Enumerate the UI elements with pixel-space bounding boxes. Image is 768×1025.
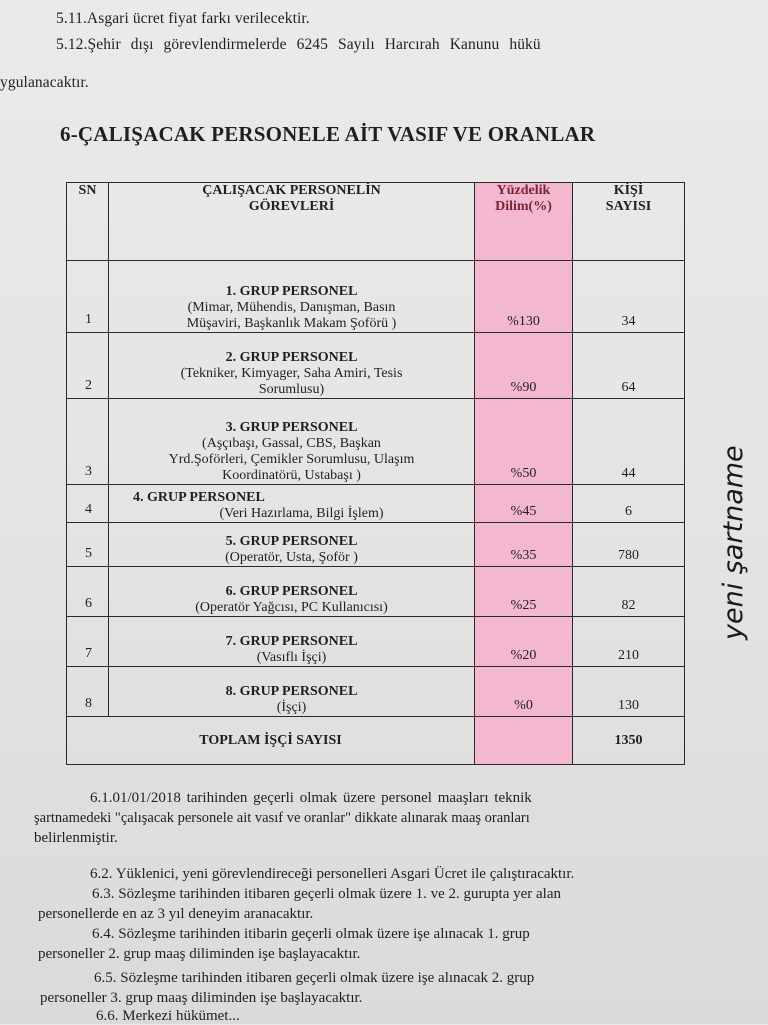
header-duties: ÇALIŞACAK PERSONELİN GÖREVLERİ (109, 183, 475, 261)
clause-5-11: 5.11.Asgari ücret fiyat farkı verilecektir. (56, 10, 310, 27)
row-count: 6 (573, 485, 685, 523)
total-label: TOPLAM İŞÇİ SAYISI (67, 717, 475, 765)
table-row (67, 399, 685, 485)
clause-6-1-line3: belirlenmiştir. (34, 830, 118, 846)
row-sn: 5 (67, 523, 109, 567)
row-duties: 3. GRUP PERSONEL (Aşçıbaşı, Gassal, CBS, Başkan Yrd.Şoförleri, Çemikler Sorumlusu, Ulaşım Koordinatörü, Ustabaşı ) (109, 399, 475, 485)
row-duties: 5. GRUP PERSONEL (Operatör, Usta, Şoför ) (109, 523, 475, 567)
row-count: 780 (573, 523, 685, 567)
total-value: 1350 (573, 717, 685, 765)
row-duties: 8. GRUP PERSONEL (İşçi) (109, 667, 475, 717)
clause-6-3-line2: personellerde en az 3 yıl deneyim aranacaktır. (38, 906, 314, 922)
table-row (67, 523, 685, 567)
table-row (67, 261, 685, 333)
clause-6-3: 6.3. Sözleşme tarihinden itibaren geçerli olmak üzere 1. ve 2. gurupta yer alan (92, 886, 561, 902)
clause-5-12: 5.12.Şehir dışı görevlendirmelerde 6245 Sayılı Harcırah Kanunu hükü (56, 36, 541, 53)
table-row (67, 617, 685, 667)
row-sn: 7 (67, 617, 109, 667)
row-percentage: %90 (475, 333, 573, 399)
row-percentage: %35 (475, 523, 573, 567)
clause-6-4: 6.4. Sözleşme tarihinden itibarin geçerli olmak üzere işe alınacak 1. grup (92, 926, 530, 942)
clause-6-1-line2: şartnamedeki "çalışacak personele ait vasıf ve oranlar" dikkate alınarak maaş oranları (34, 810, 530, 826)
row-percentage: %0 (475, 667, 573, 717)
table-row (67, 667, 685, 717)
header-count: KİŞİ SAYISI (573, 183, 685, 261)
personnel-table (66, 182, 685, 765)
row-count: 82 (573, 567, 685, 617)
header-sn: SN (67, 183, 109, 261)
row-count: 64 (573, 333, 685, 399)
row-sn: 8 (67, 667, 109, 717)
row-duties: 2. GRUP PERSONEL (Tekniker, Kimyager, Saha Amiri, Tesis Sorumlusu) (109, 333, 475, 399)
table-row (67, 567, 685, 617)
row-duties: 6. GRUP PERSONEL (Operatör Yağcısı, PC Kullanıcısı) (109, 567, 475, 617)
clause-6-5: 6.5. Sözleşme tarihinden itibaren geçerli olmak üzere işe alınacak 2. grup (94, 970, 535, 986)
table-row (67, 333, 685, 399)
row-sn: 4 (67, 485, 109, 523)
row-count: 34 (573, 261, 685, 333)
row-duties: 1. GRUP PERSONEL (Mimar, Mühendis, Danışman, Basın Müşaviri, Başkanlık Makam Şoförü ) (109, 261, 475, 333)
clause-6-6: 6.6. Merkezi hükümet... (96, 1008, 240, 1024)
handwritten-note: yeni şartname (718, 445, 749, 640)
row-duties: 7. GRUP PERSONEL (Vasıflı İşçi) (109, 617, 475, 667)
table-total-row (67, 717, 685, 765)
row-count: 210 (573, 617, 685, 667)
clause-6-4-line2: personeller 2. grup maaş diliminden işe başlayacaktır. (38, 946, 361, 962)
clause-6-5-line2: personeller 3. grup maaş diliminden işe başlayacaktır. (40, 990, 363, 1006)
table-header-row (67, 183, 685, 261)
row-duties: 4. GRUP PERSONEL (Veri Hazırlama, Bilgi İşlem) (109, 485, 475, 523)
row-percentage: %130 (475, 261, 573, 333)
section-heading: 6-ÇALIŞACAK PERSONELE AİT VASIF VE ORANLAR (60, 122, 596, 146)
total-percentage-empty (475, 717, 573, 765)
table-row (67, 485, 685, 523)
row-percentage: %45 (475, 485, 573, 523)
row-percentage: %20 (475, 617, 573, 667)
row-percentage: %25 (475, 567, 573, 617)
header-percentage: Yüzdelik Dilim(%) (475, 183, 573, 261)
row-count: 44 (573, 399, 685, 485)
row-sn: 3 (67, 399, 109, 485)
row-sn: 2 (67, 333, 109, 399)
row-count: 130 (573, 667, 685, 717)
row-sn: 1 (67, 261, 109, 333)
clause-6-2: 6.2. Yüklenici, yeni görevlendireceği personelleri Asgari Ücret ile çalıştıracaktır. (90, 866, 575, 882)
clause-6-1: 6.1.01/01/2018 tarihinden geçerli olmak üzere personel maaşları teknik (90, 790, 532, 806)
row-sn: 6 (67, 567, 109, 617)
clause-5-12-continued: ygulanacaktır. (0, 74, 89, 91)
row-percentage: %50 (475, 399, 573, 485)
